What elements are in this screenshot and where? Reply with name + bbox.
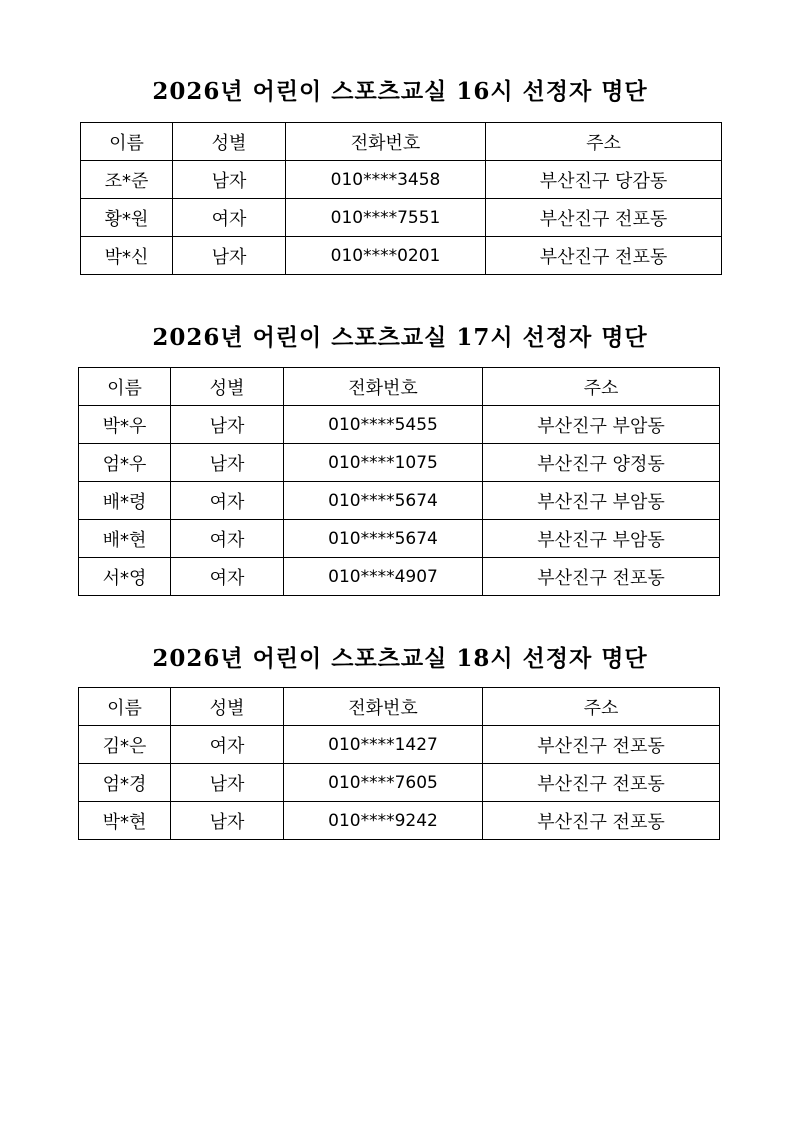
table-header-row — [81, 123, 722, 161]
table-row — [81, 161, 722, 199]
cell-phone: 010****7551 — [286, 199, 486, 237]
table-row — [79, 406, 720, 444]
header-gender: 성별 — [171, 688, 284, 726]
header-phone: 전화번호 — [286, 123, 486, 161]
cell-address: 부산진구 전포동 — [483, 802, 720, 840]
cell-gender: 남자 — [171, 764, 284, 802]
cell-gender: 여자 — [171, 520, 284, 558]
cell-address: 부산진구 당감동 — [486, 161, 722, 199]
cell-address: 부산진구 부암동 — [483, 520, 720, 558]
cell-phone: 010****9242 — [284, 802, 483, 840]
cell-gender: 남자 — [171, 406, 284, 444]
cell-name: 박*신 — [81, 237, 173, 275]
cell-phone: 010****4907 — [284, 558, 483, 596]
cell-name: 황*원 — [81, 199, 173, 237]
header-address: 주소 — [483, 688, 720, 726]
cell-phone: 010****5674 — [284, 520, 483, 558]
roster-table — [78, 687, 720, 840]
table-row — [79, 444, 720, 482]
cell-address: 부산진구 전포동 — [486, 199, 722, 237]
table-row — [81, 237, 722, 275]
cell-name: 배*령 — [79, 482, 171, 520]
cell-gender: 여자 — [171, 726, 284, 764]
cell-name: 엄*우 — [79, 444, 171, 482]
cell-gender: 남자 — [171, 802, 284, 840]
cell-address: 부산진구 전포동 — [483, 726, 720, 764]
table-row — [79, 726, 720, 764]
roster-table — [80, 122, 722, 275]
table-row — [81, 199, 722, 237]
cell-gender: 남자 — [171, 444, 284, 482]
section-title: 2026년 어린이 스포츠교실 18시 선정자 명단 — [152, 645, 648, 672]
header-address: 주소 — [483, 368, 720, 406]
cell-name: 김*은 — [79, 726, 171, 764]
cell-phone: 010****0201 — [286, 237, 486, 275]
cell-name: 엄*경 — [79, 764, 171, 802]
table-row — [79, 764, 720, 802]
table-row — [79, 520, 720, 558]
cell-name: 배*현 — [79, 520, 171, 558]
cell-address: 부산진구 전포동 — [483, 764, 720, 802]
cell-name: 박*현 — [79, 802, 171, 840]
cell-phone: 010****1075 — [284, 444, 483, 482]
table-row — [79, 802, 720, 840]
cell-phone: 010****3458 — [286, 161, 486, 199]
section-title: 2026년 어린이 스포츠교실 17시 선정자 명단 — [152, 324, 648, 351]
header-address: 주소 — [486, 123, 722, 161]
roster-table — [78, 367, 720, 596]
table-row — [79, 558, 720, 596]
header-name: 이름 — [81, 123, 173, 161]
cell-gender: 여자 — [171, 482, 284, 520]
header-name: 이름 — [79, 368, 171, 406]
cell-name: 박*우 — [79, 406, 171, 444]
header-phone: 전화번호 — [284, 688, 483, 726]
cell-phone: 010****5674 — [284, 482, 483, 520]
cell-address: 부산진구 부암동 — [483, 482, 720, 520]
header-name: 이름 — [79, 688, 171, 726]
table-row — [79, 482, 720, 520]
cell-gender: 여자 — [171, 558, 284, 596]
cell-name: 조*준 — [81, 161, 173, 199]
section-title: 2026년 어린이 스포츠교실 16시 선정자 명단 — [152, 78, 648, 105]
header-gender: 성별 — [171, 368, 284, 406]
cell-address: 부산진구 부암동 — [483, 406, 720, 444]
header-phone: 전화번호 — [284, 368, 483, 406]
cell-gender: 남자 — [173, 237, 286, 275]
cell-phone: 010****5455 — [284, 406, 483, 444]
cell-phone: 010****7605 — [284, 764, 483, 802]
cell-gender: 여자 — [173, 199, 286, 237]
cell-gender: 남자 — [173, 161, 286, 199]
cell-address: 부산진구 전포동 — [486, 237, 722, 275]
cell-phone: 010****1427 — [284, 726, 483, 764]
table-header-row — [79, 688, 720, 726]
cell-address: 부산진구 양정동 — [483, 444, 720, 482]
cell-name: 서*영 — [79, 558, 171, 596]
table-header-row — [79, 368, 720, 406]
header-gender: 성별 — [173, 123, 286, 161]
cell-address: 부산진구 전포동 — [483, 558, 720, 596]
